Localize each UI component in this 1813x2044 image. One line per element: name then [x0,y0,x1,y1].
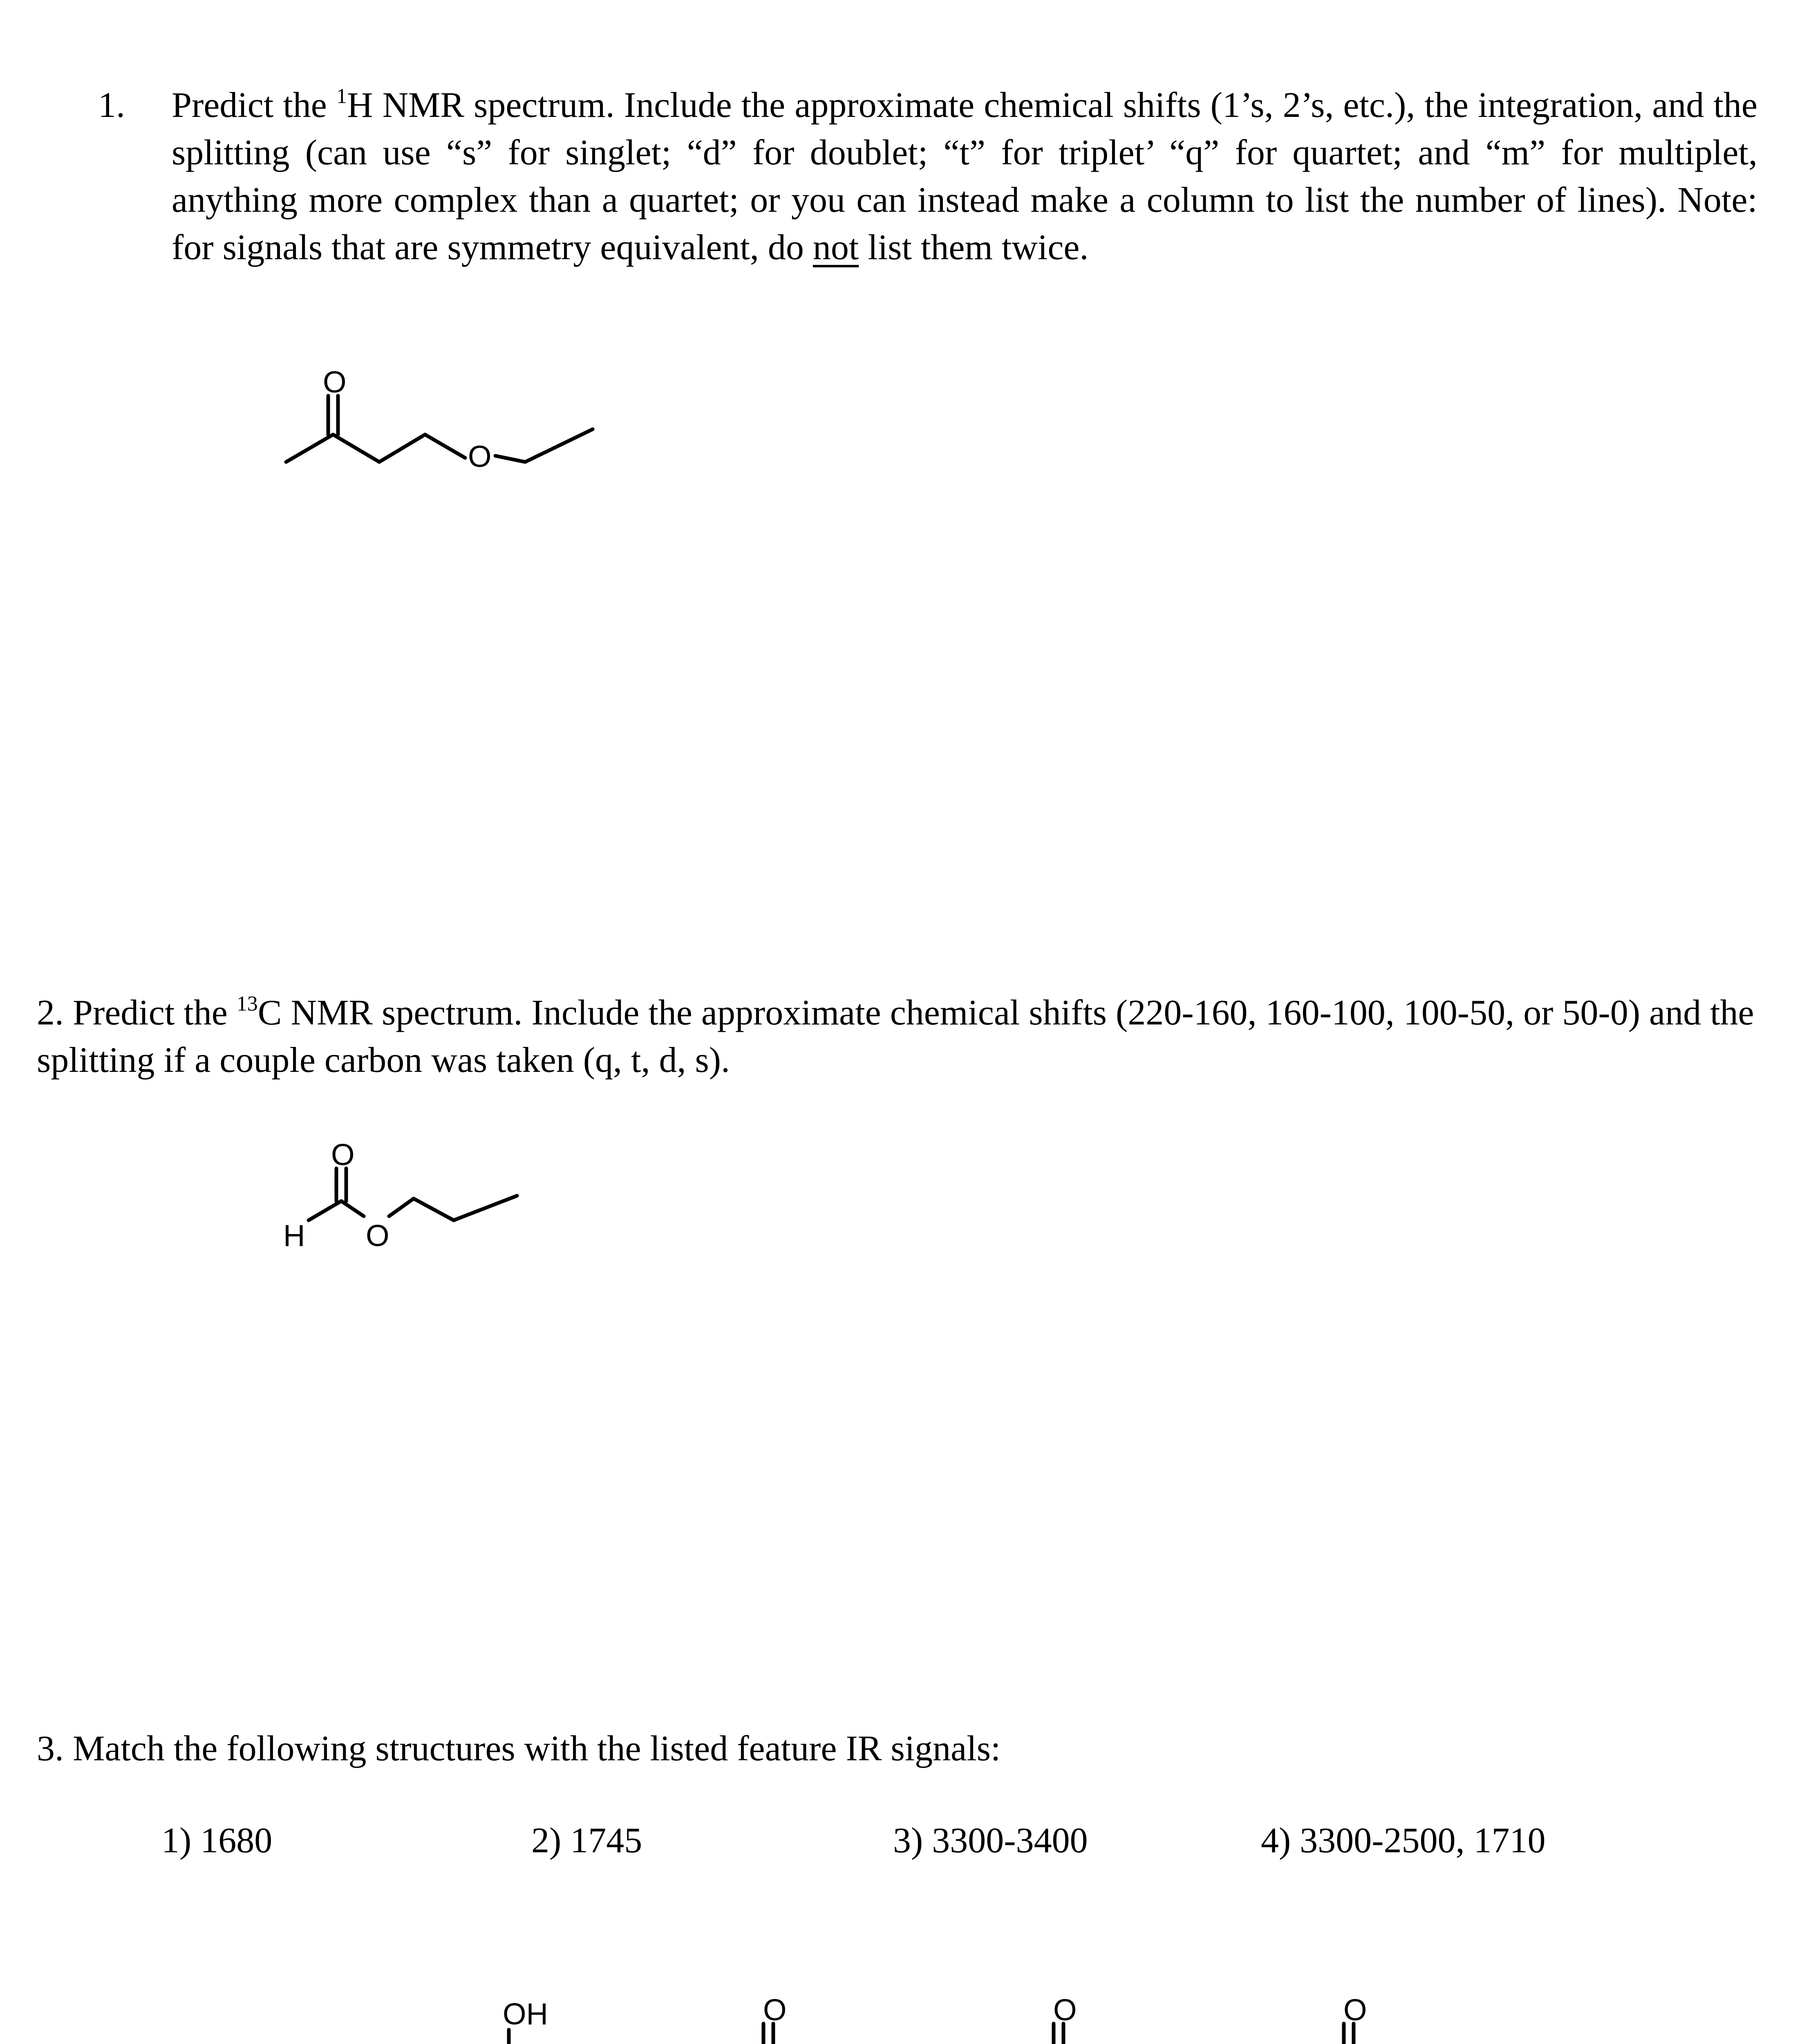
question-2-text: 2. Predict the $^{13}$C NMR spectrum. Include the approximate chemical shifts (220-160, 160-100, 100-50, or 50-0) and the splitting if a couple carbon was taken (q, t, d, s). [37,992,1754,1080]
ir-option-3: 3) 3300-3400 [893,1821,1088,1860]
structure-b [646,1995,883,2044]
carbonyl-oxygen-label: O [1053,1993,1077,2027]
carbonyl-oxygen-label: O [331,1138,355,1172]
structure-d [1226,1995,1418,2044]
ir-option-2: 2) 1745 [531,1821,642,1860]
ir-option-4: 4) 3300-2500, 1710 [1261,1821,1546,1860]
carbonyl-oxygen-label: O [1343,1993,1367,2027]
ester-oxygen-label: O [366,1219,389,1253]
carbonyl-oxygen-label: O [323,365,347,399]
question-1-number: 1. [98,85,125,125]
q2-molecule [282,1136,527,1259]
ir-option-1: 1) 1680 [161,1821,273,1860]
question-3 [37,1725,1762,1773]
structure-c [936,1995,1255,2044]
h-atom-label: H [283,1219,305,1253]
question-1 [98,82,1757,271]
ether-oxygen-label: O [468,439,492,473]
question-1-text: Predict the $^1$H NMR spectrum. Include the approximate chemical shifts (1’s, 2’s, etc.), the integration, and the splitting (can use “s” for singlet; “d” for doublet; “t” for triplet’ “q” for quartet; and “m” for multiplet, anything more complex than a quartet; or you can instead make a column to list the number of lines). Note: for signals that are symmetry equivalent, do not list them twice. [172,85,1757,267]
hydroxyl-label: OH [503,1997,548,2031]
structure-a [388,1995,572,2044]
carbonyl-oxygen-label: O [763,1993,787,2027]
question-3-text: 3. Match the following structures with the listed feature IR signals: [37,1729,1001,1768]
question-2 [37,989,1762,1084]
q1-molecule [286,360,613,495]
